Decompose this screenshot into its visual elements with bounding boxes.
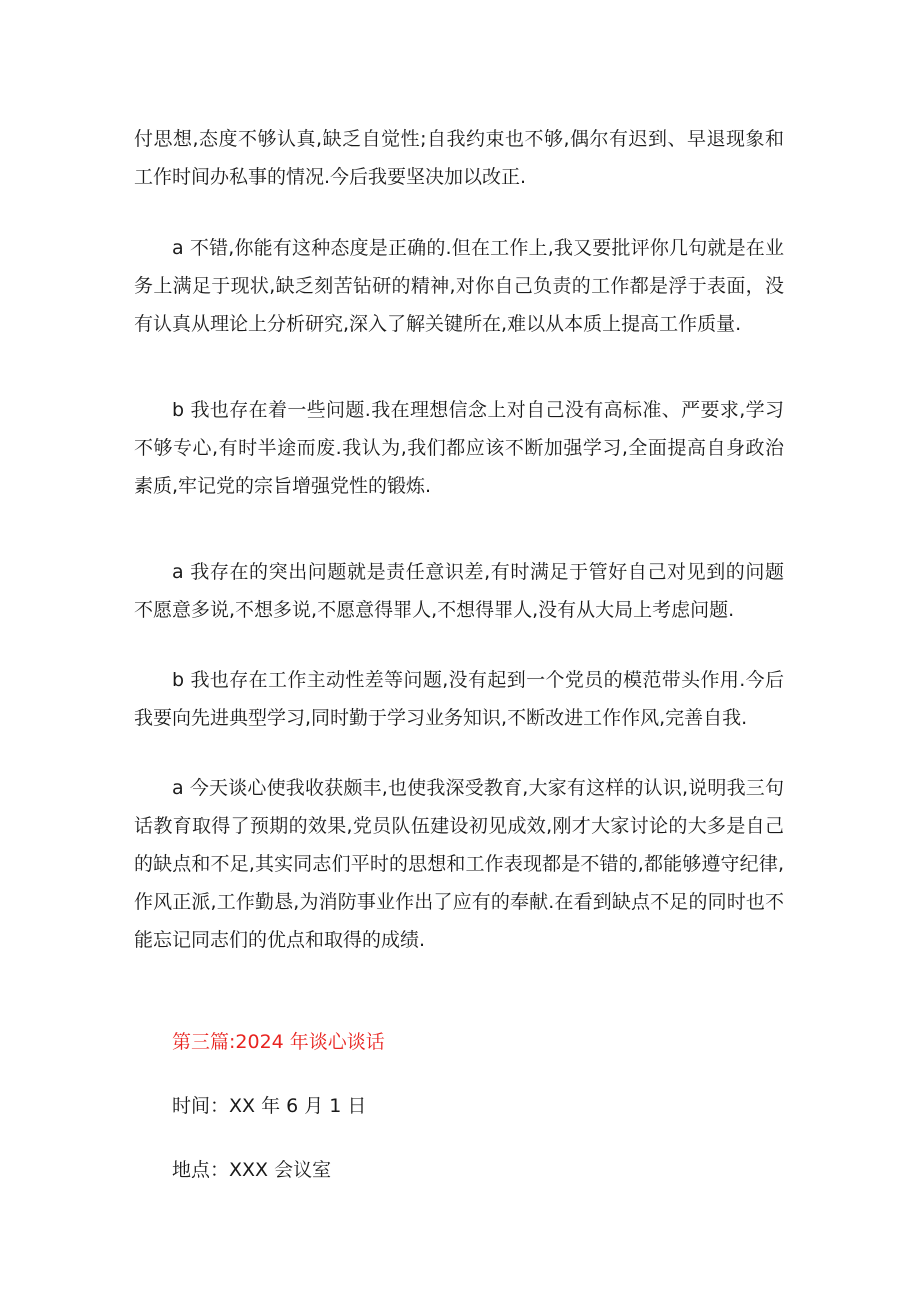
meeting-time: 时间：XX 年 6 月 1 日	[172, 1095, 367, 1117]
paragraph-b-issues: b 我也存在着一些问题.我在理想信念上对自己没有高标准、严要求,学习不够专心,有时半途而废.我认为,我们都应该不断加强学习,全面提高自身政治素质,牢记党的宗旨增强党性的锻炼.	[134, 399, 784, 497]
paragraph-a-responsibility: a 我存在的突出问题就是责任意识差,有时满足于管好自己对见到的问题不愿意多说,不想多说,不愿意得罪人,不想得罪人,没有从大局上考虑问题.	[134, 561, 784, 621]
meeting-place: 地点：XXX 会议室	[172, 1159, 332, 1181]
paragraph-b-initiative: b 我也存在工作主动性差等问题,没有起到一个党员的模范带头作用.今后我要向先进典型学习,同时勤于学习业务知识,不断改进工作作风,完善自我.	[134, 669, 784, 729]
section-heading: 第三篇:2024 年谈心谈话	[172, 1031, 385, 1053]
paragraph-continuation: 付思想,态度不够认真,缺乏自觉性;自我约束也不够,偶尔有迟到、早退现象和工作时间办私事的情况.今后我要坚决加以改正.	[134, 128, 784, 188]
paragraph-a-summary: a 今天谈心使我收获颇丰,也使我深受教育,大家有这样的认识,说明我三句话教育取得了预期的效果,党员队伍建设初见成效,刚才大家讨论的大多是自己的缺点和不足,其实同志们平时的思想和工作表现都是不错的,都能够遵守纪律,作风正派,工作勤恳,为消防事业作出了应有的奉献.在看到缺点不足的同时也不能忘记同志们的优点和取得的成绩.	[134, 777, 784, 951]
paragraph-a-response: a 不错,你能有这种态度是正确的.但在工作上,我又要批评你几句就是在业务上满足于现状,缺乏刻苦钻研的精神,对你自己负责的工作都是浮于表面，没有认真从理论上分析研究,深入了解关键所在,难以从本质上提高工作质量.	[134, 237, 784, 335]
